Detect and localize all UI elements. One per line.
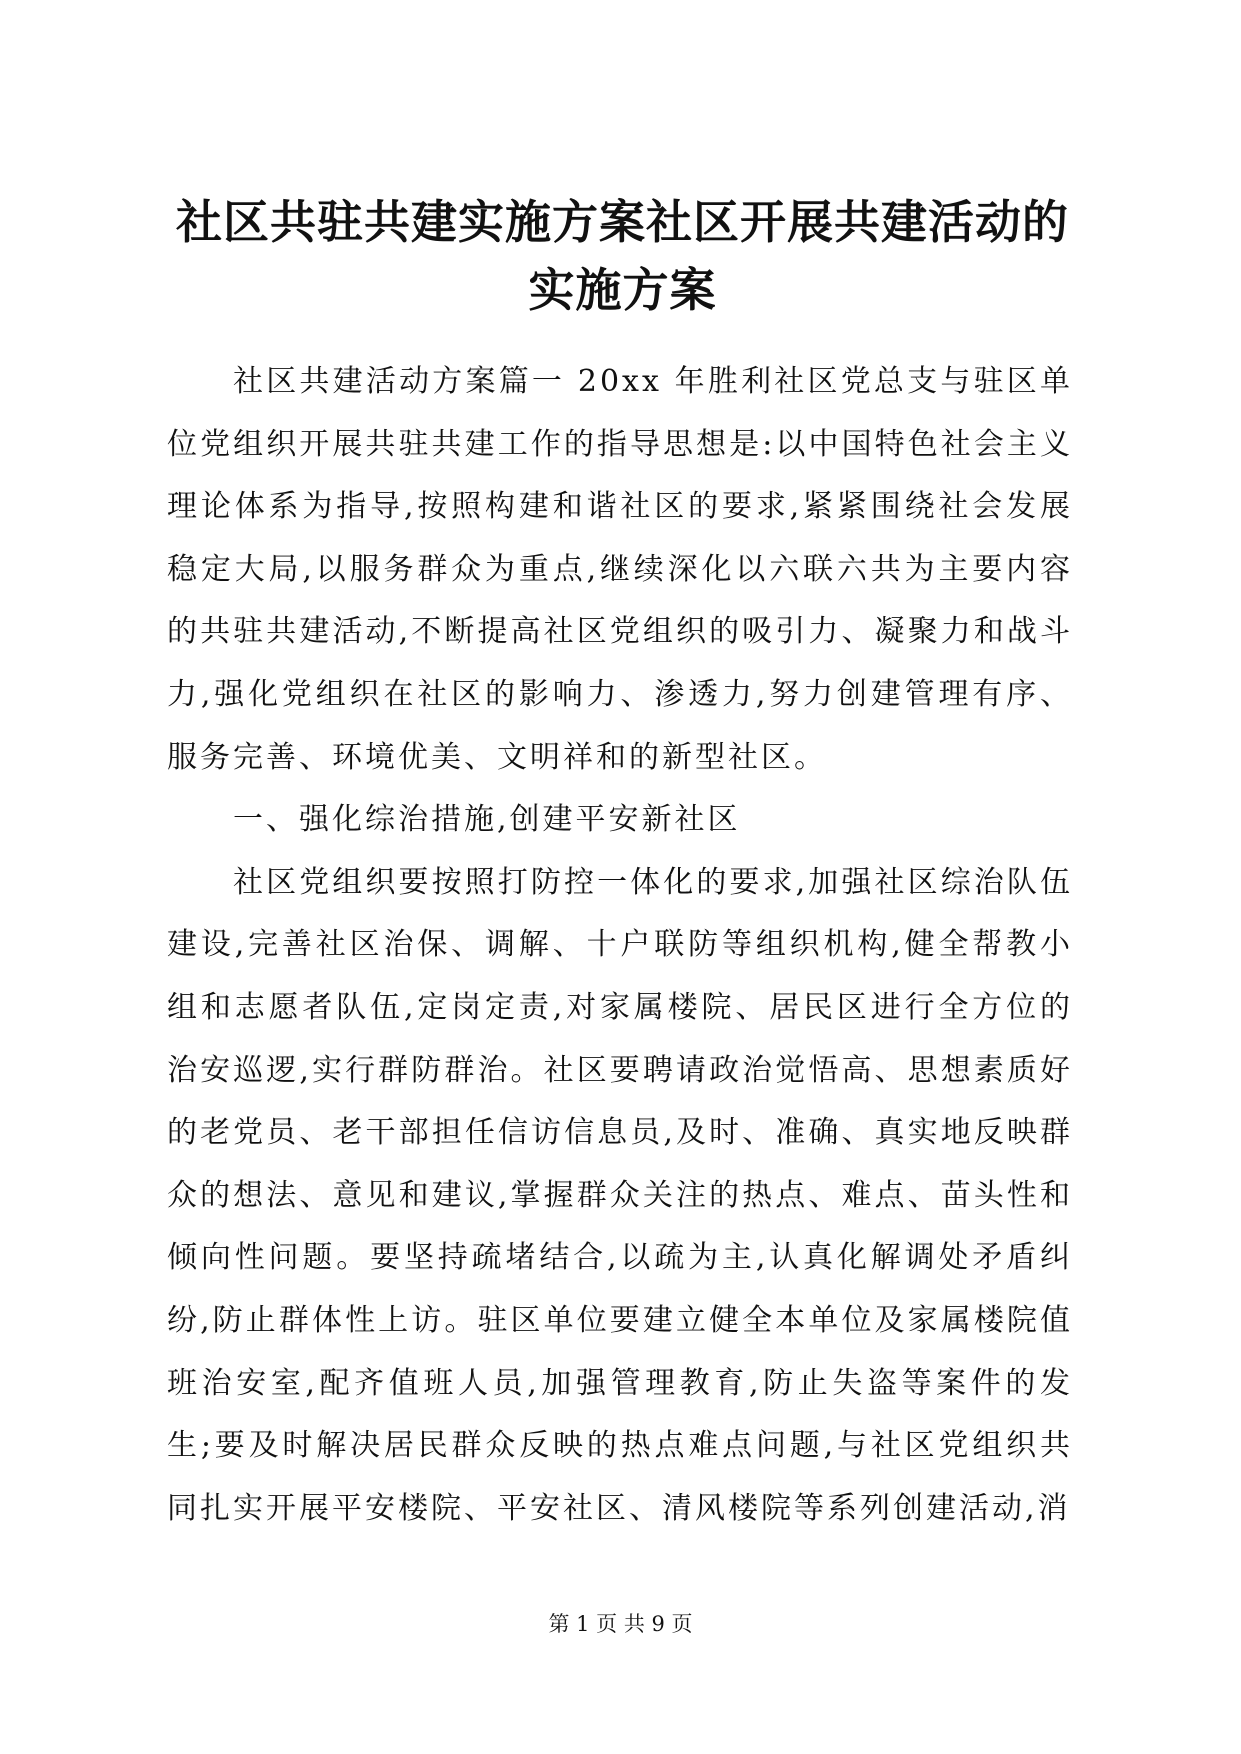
paragraph-section-1: 社区党组织要按照打防控一体化的要求,加强社区综治队伍建设,完善社区治保、调解、十户联防等组织机构,健全帮教小组和志愿者队伍,定岗定责,对家属楼院、居民区进行全方位的治安巡逻,实行群防群治。社区要聘请政治觉悟高、思想素质好的老党员、老干部担任信访信息员,及时、准确、真实地反映群众的想法、意见和建议,掌握群众关注的热点、难点、苗头性和倾向性问题。要坚持疏堵结合,以疏为主,认真化解调处矛盾纠纷,防止群体性上访。驻区单位要建立健全本单位及家属楼院值班治安室,配齐值班人员,加强管理教育,防止失盗等案件的发生;要及时解决居民群众反映的热点难点问题,与社区党组织共同扎实开展平安楼院、平安社区、清风楼院等系列创建活动,消 <box>167 864 1073 1526</box>
paragraph-intro: 社区共建活动方案篇一 20xx 年胜利社区党总支与驻区单位党组织开展共驻共建工作的指导思想是:以中国特色社会主义理论体系为指导,按照构建和谐社区的要求,紧紧围绕社会发展稳定大局,以服务群众为重点,继续深化以六联六共为主要内容的共驻共建活动,不断提高社区党组织的吸引力、凝聚力和战斗力,强化党组织在社区的影响力、渗透力,努力创建管理有序、服务完善、环境优美、文明祥和的新型社区。 <box>167 364 1073 775</box>
section-heading: 一、强化综治措施,创建平安新社区 <box>233 802 741 838</box>
page-number: 第 1 页 共 9 页 <box>548 1612 693 1636</box>
document-body <box>167 351 1073 1540</box>
document-title: 社区共驻共建实施方案社区开展共建活动的实施方案 <box>176 195 1069 317</box>
